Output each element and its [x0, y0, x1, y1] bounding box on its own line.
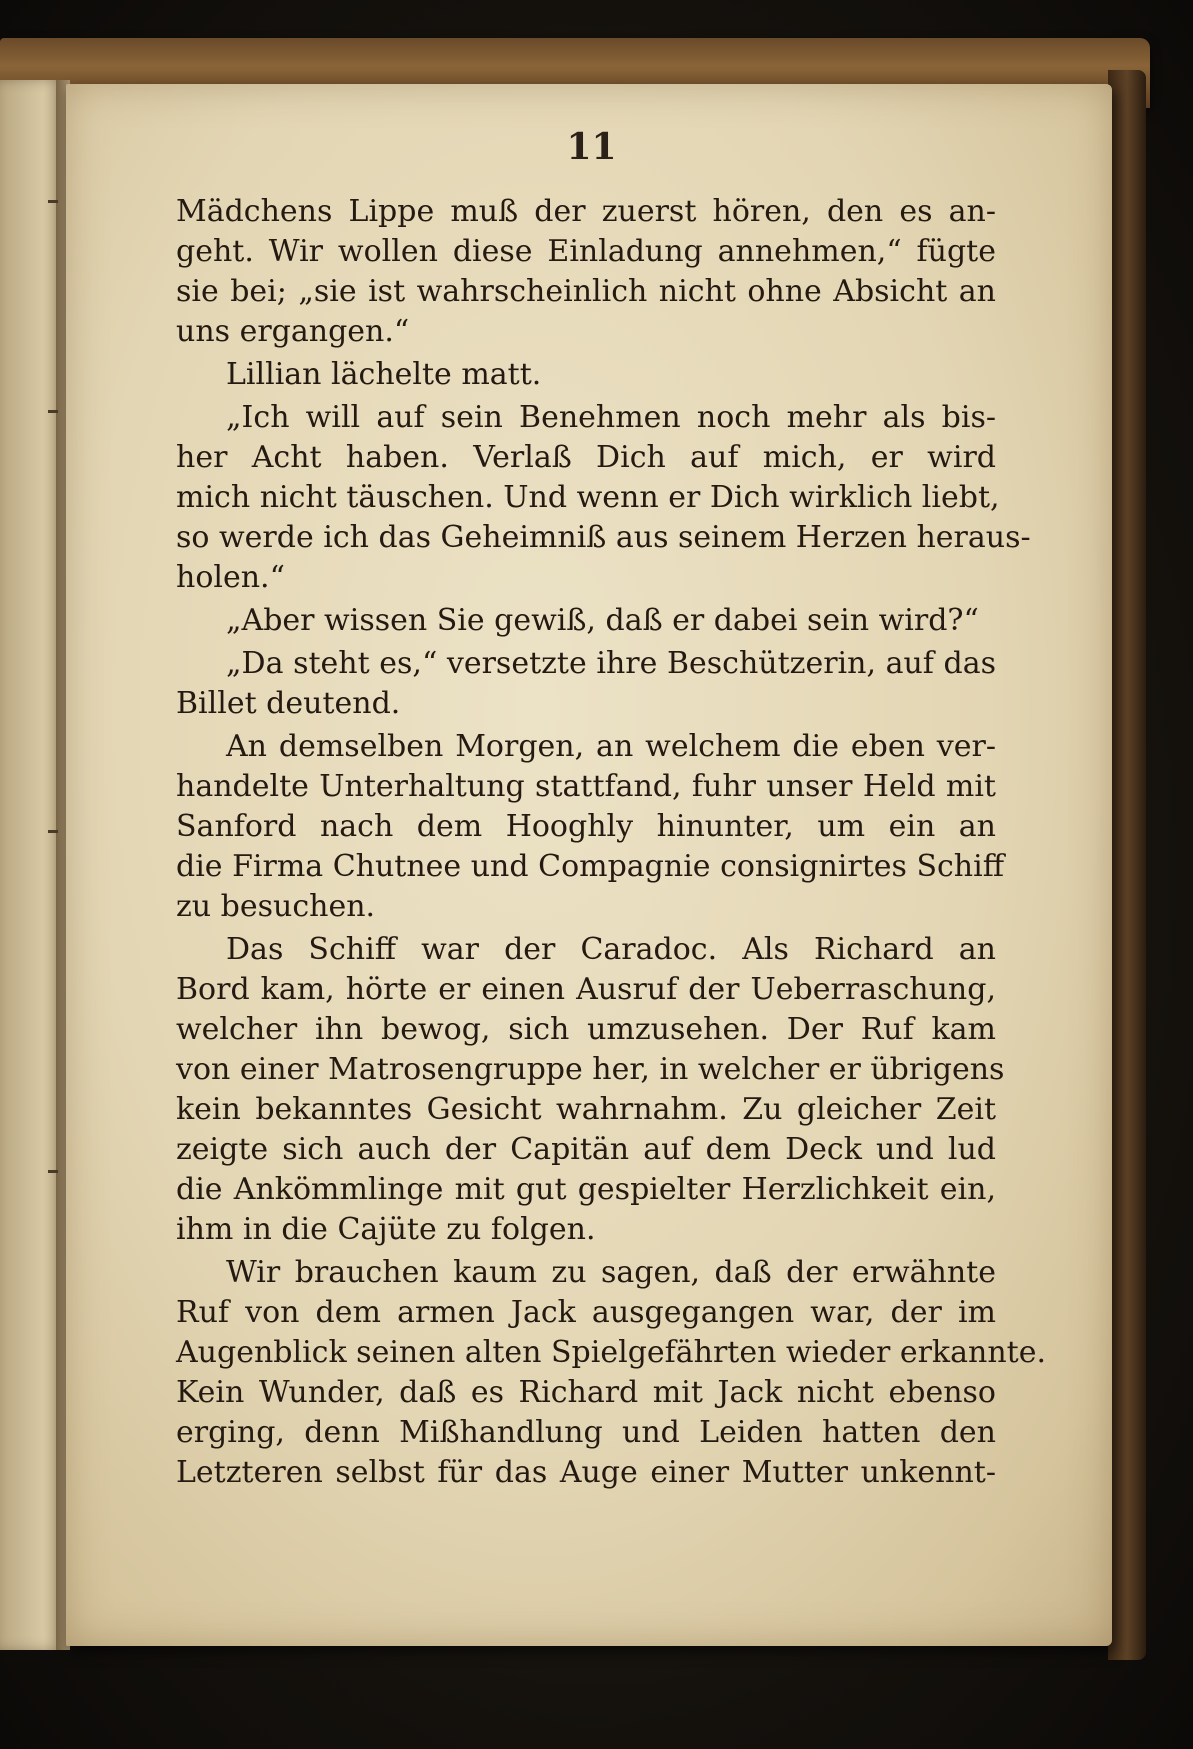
- text-line: „Aber wissen Sie gewiß, daß er dabei sein wird?“: [226, 603, 979, 638]
- page-body-text: [176, 192, 1046, 1493]
- text-line: die Firma Chutnee und Compagnie consignirtes Schiff: [176, 849, 1005, 884]
- binding-mark: [48, 1170, 58, 1173]
- text-line: kein bekanntes Gesicht wahrnahm. Zu gleicher Zeit: [176, 1092, 996, 1127]
- page-number-text: 11: [566, 126, 617, 168]
- text-line: „Da steht es,“ versetzte ihre Beschützerin, auf das: [226, 646, 996, 681]
- text-line: Wir brauchen kaum zu sagen, daß der erwähnte: [226, 1255, 996, 1290]
- text-line: ihm in die Cajüte zu folgen.: [176, 1212, 596, 1247]
- text-line: „Ich will auf sein Benehmen noch mehr als bis-: [226, 400, 996, 435]
- text-line: Mädchens Lippe muß der zuerst hören, den es an-: [176, 194, 996, 229]
- text-line: Kein Wunder, daß es Richard mit Jack nicht ebenso: [176, 1375, 996, 1410]
- text-line: sie bei; „sie ist wahrscheinlich nicht ohne Absicht an: [176, 274, 996, 309]
- text-line: Bord kam, hörte er einen Ausruf der Ueberraschung,: [176, 972, 996, 1007]
- text-line: uns ergangen.“: [176, 314, 410, 349]
- binding-mark: [48, 410, 58, 413]
- text-line: her Acht haben. Verlaß Dich auf mich, er wird: [176, 440, 996, 475]
- text-line: so werde ich das Geheimniß aus seinem Herzen heraus-: [176, 520, 1031, 555]
- text-line: holen.“: [176, 560, 285, 595]
- text-line: welcher ihn bewog, sich umzusehen. Der Ruf kam: [176, 1012, 996, 1047]
- binding-mark: [48, 200, 58, 203]
- text-line: handelte Unterhaltung stattfand, fuhr unser Held mit: [176, 769, 996, 804]
- page-number: [0, 126, 1193, 168]
- text-line: erging, denn Mißhandlung und Leiden hatten den: [176, 1415, 996, 1450]
- text-line: Lillian lächelte matt.: [226, 357, 542, 392]
- text-line: die Ankömmlinge mit gut gespielter Herzlichkeit ein,: [176, 1172, 996, 1207]
- text-line: Das Schiff war der Caradoc. Als Richard an: [226, 932, 996, 967]
- text-line: Ruf von dem armen Jack ausgegangen war, der im: [176, 1295, 996, 1330]
- text-line: Sanford nach dem Hooghly hinunter, um ein an: [176, 809, 996, 844]
- book-cover-right-edge: [1108, 70, 1146, 1660]
- text-line: zu besuchen.: [176, 889, 376, 924]
- text-line: Billet deutend.: [176, 686, 401, 721]
- text-line: mich nicht täuschen. Und wenn er Dich wirklich liebt,: [176, 480, 1000, 515]
- previous-page-edge: [0, 80, 62, 1650]
- text-line: von einer Matrosengruppe her, in welcher er übrigens: [176, 1052, 1005, 1087]
- text-line: Letzteren selbst für das Auge einer Mutter unkennt-: [176, 1455, 996, 1490]
- text-line: An demselben Morgen, an welchem die eben ver-: [226, 729, 996, 764]
- text-line: zeigte sich auch der Capitän auf dem Deck und lud: [176, 1132, 996, 1167]
- binding-mark: [48, 830, 58, 833]
- text-line: geht. Wir wollen diese Einladung annehmen,“ fügte: [176, 234, 996, 269]
- text-line: Augenblick seinen alten Spielgefährten wieder erkannte.: [176, 1335, 1046, 1370]
